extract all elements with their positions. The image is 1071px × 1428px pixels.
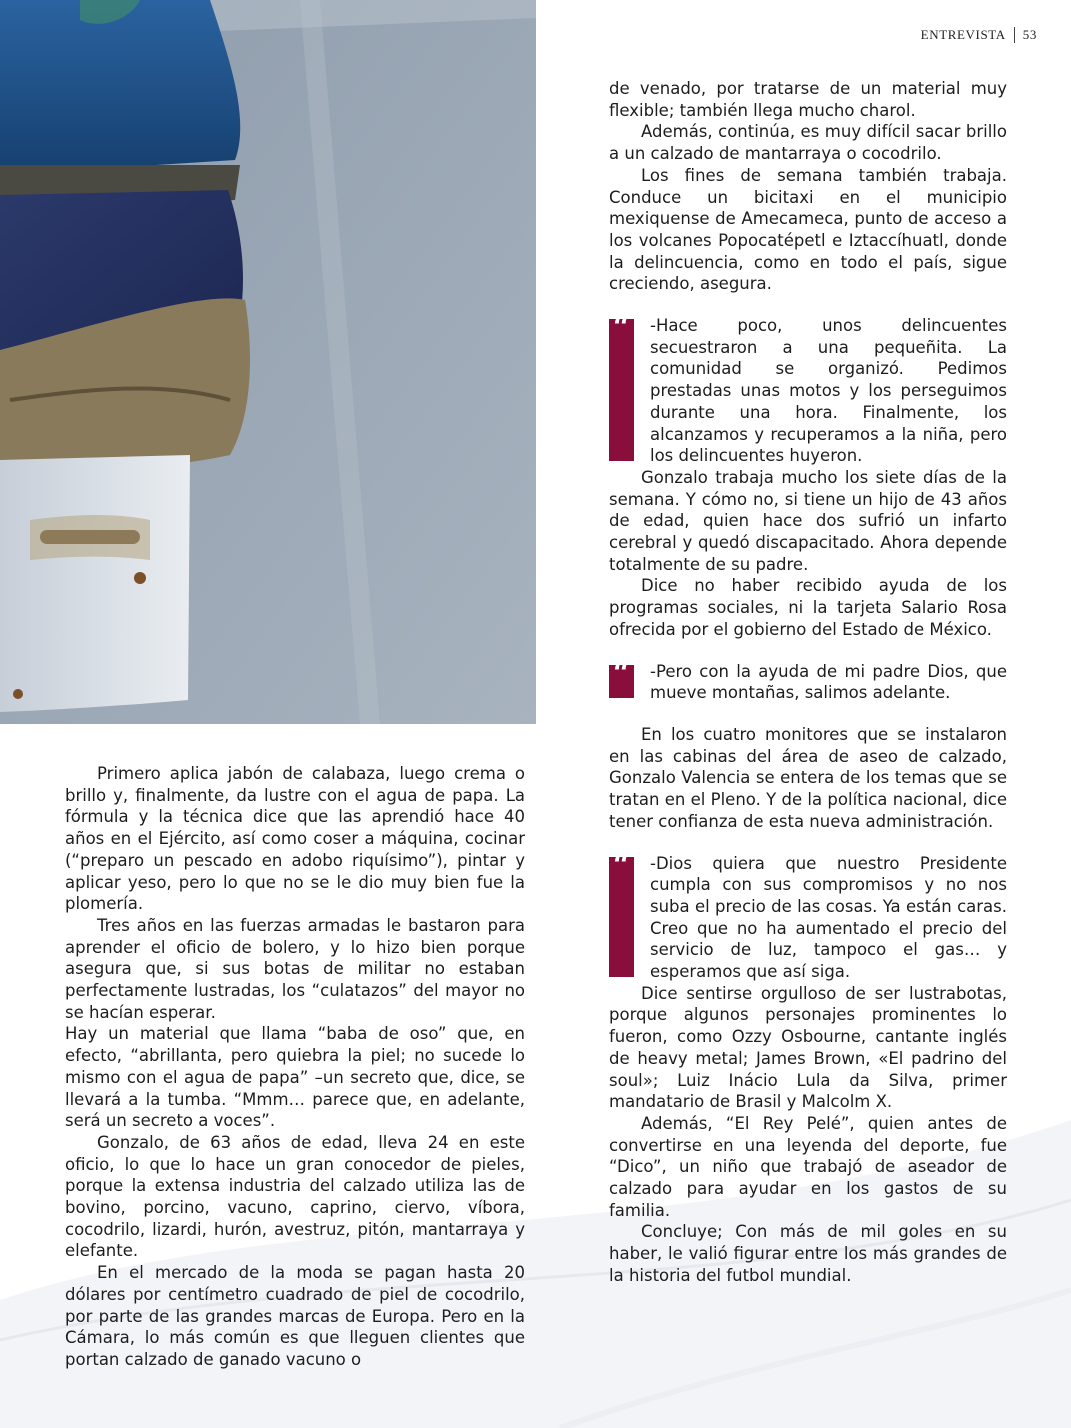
pull-quote [609,847,1007,983]
article-paragraph: Dice sentirse orgulloso de ser lustrabotas, porque algunos personajes prominentes lo fueron, como Ozzy Osbourne, cantante inglés de heavy metal; James Brown, «El padrino del soul»; Luiz Inácio Lula da Silva, primer mandatario de Brasil y Malcolm X. [609,983,1007,1112]
header-divider [1014,27,1015,43]
article-paragraph: Además, continúa, es muy difícil sacar brillo a un calzado de mantarraya o cocodrilo. [609,122,1007,164]
article-paragraph: En los cuatro monitores que se instalaron en las cabinas del área de aseo de calzado, Gonzalo Valencia se entera de los temas que se tratan en el Pleno. Y de la política nacional, dice tener confianza de esta nueva administración. [609,724,1007,831]
quote-mark-icon: “ [612,310,631,346]
quote-text: -Hace poco, unos delincuentes secuestraron a una pequeñita. La comunidad se organizó. Pedimos prestadas unas motos y los perseguimos durante una hora. Finalmente, los alcanzamos y recuperamos a la niña, pero los delincuentes huyeron. [650,316,1007,466]
page-header [921,27,1037,43]
page-number: 53 [1022,27,1037,42]
pull-quote [609,310,1007,467]
quote-bar [609,310,634,461]
pull-quote [609,655,1007,704]
shoeshiner-photo [0,0,536,724]
quote-mark-icon: “ [612,847,631,883]
article-paragraph: Además, “El Rey Pelé”, quien antes de convertirse en una leyenda del deporte, fue “Dico”, un niño que trabajó de aseador de calzado para ayudar en los gastos de su familia. [609,1113,1007,1220]
left-article-column [65,763,525,1371]
article-paragraph: Gonzalo trabaja mucho los siete días de la semana. Y cómo no, si tiene un hijo de 43 años de edad, quien hace dos sufrió un infarto cerebral y quedó discapacitado. Ahora depende totalmente de su padre. [609,467,1007,574]
article-paragraph: En el mercado de la moda se pagan hasta 20 dólares por centímetro cuadrado de piel de cocodrilo, por parte de las grandes marcas de Europa. Pero en la Cámara, lo más común es que lleguen clientes que portan calzado de ganado vacuno o [65,1263,525,1369]
quote-bar [609,655,634,698]
quote-text: -Dios quiera que nuestro Presidente cumpla con sus compromisos y no nos suba el precio de las cosas. Ya están caras. Creo que no ha aumentado el precio del servicio de luz, tampoco el gas… y esperamos que así siga. [650,853,1007,982]
article-paragraph: Primero aplica jabón de calabaza, luego crema o brillo y, finalmente, da lustre con el agua de papa. La fórmula y la técnica dice que las aprendió hace 40 años en el Ejército, así como coser a máquina, cocinar (“preparo un pescado en adobo riquísimo”), pintar y aplicar yeso, pero lo que no se le dio muy bien fue la plomería. [65,764,525,914]
right-article-column [609,78,1007,1287]
article-paragraph: Los fines de semana también trabaja. Conduce un bicitaxi en el municipio mexiquense de Amecameca, punto de acceso a los volcanes Popocatépetl e Iztaccíhuatl, donde la delincuencia, como en todo el país, sigue creciendo, asegura. [609,165,1007,294]
quote-bar [609,847,634,977]
quote-text: -Pero con la ayuda de mi padre Dios, que mueve montañas, salimos adelante. [650,661,1007,703]
article-paragraph: Dice no haber recibido ayuda de los programas sociales, ni la tarjeta Salario Rosa ofrecida por el gobierno del Estado de México. [609,576,1007,639]
article-paragraph: Hay un material que llama “baba de oso” que, en efecto, “abrillanta, pero quiebra la piel; no sucede lo mismo con el agua de papa” –un secreto que, dice, se llevará a la tumba. “Mmm… parece que, en adelante, será un secreto a voces”. [65,1024,525,1131]
quote-mark-icon: “ [612,655,631,691]
article-paragraph: de venado, por tratarse de un material muy flexible; también llega mucho charol. [609,79,1007,120]
article-paragraph: Gonzalo, de 63 años de edad, lleva 24 en este oficio, lo que lo hace un gran conocedor de pieles, porque la extensa industria del calzado utiliza las de bovino, porcino, vacuno, caprino, ciervo, víbora, cocodrilo, lizardi, hurón, avestruz, pitón, mantarraya y elefante. [65,1132,525,1261]
section-label: ENTREVISTA [920,27,1006,42]
article-paragraph: Tres años en las fuerzas armadas le bastaron para aprender el oficio de bolero, y lo hizo bien porque asegura que, si sus botas de militar no estaban perfectamente lustradas, los “culatazos” del mayor no se hacían esperar. [65,915,525,1022]
article-paragraph: Concluye; Con más de mil goles en su haber, le valió figurar entre los más grandes de la historia del futbol mundial. [609,1222,1007,1285]
